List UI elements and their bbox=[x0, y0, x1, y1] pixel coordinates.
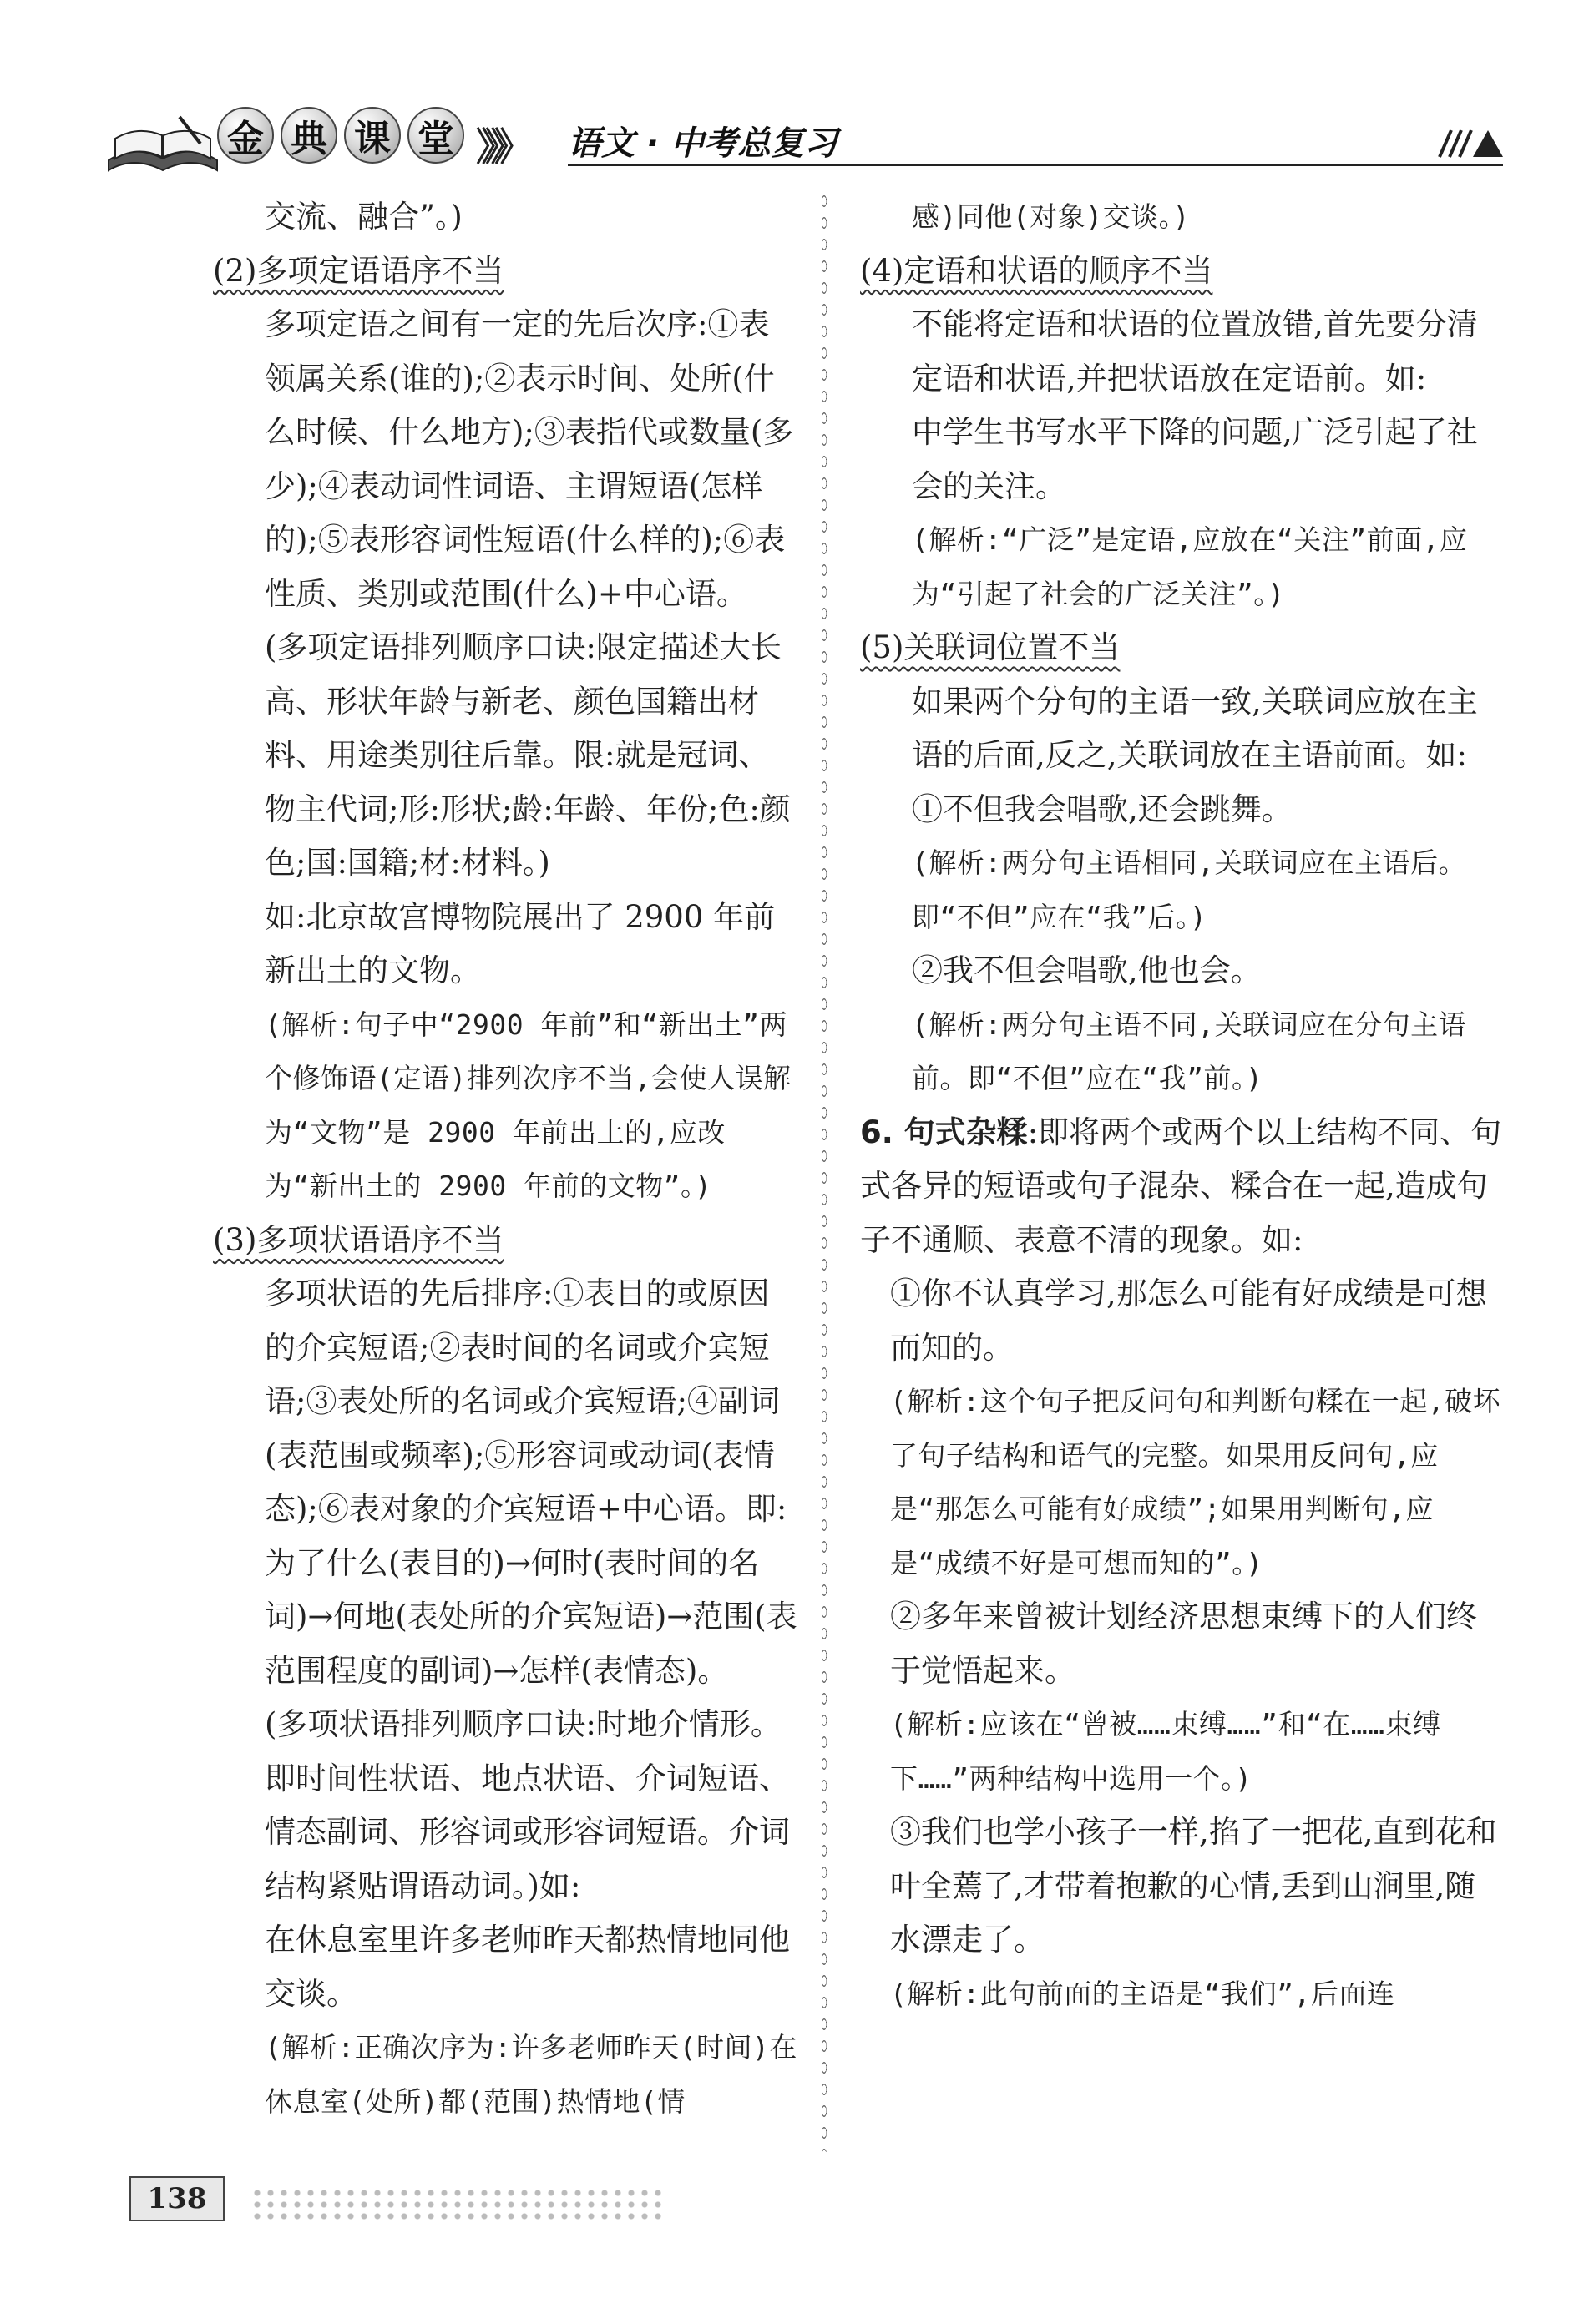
paragraph: 如:北京故宫博物院展出了 2900 年前新出土的文物。 bbox=[265, 898, 776, 988]
analysis-note: (解析:句子中“2900 年前”和“新出土”两个修饰语(定语)排列次序不当,会使人误解为“文物”是 2900 年前出土的,应改为“新出土的 2900 年前的文物”。) bbox=[265, 1008, 792, 1202]
paragraph: 中学生书写水平下降的问题,广泛引起了社会的关注。 bbox=[912, 414, 1478, 504]
right-column bbox=[860, 190, 1503, 2021]
title-char: 堂 bbox=[407, 107, 464, 164]
footer-dots bbox=[250, 2187, 668, 2220]
open-book-icon bbox=[100, 110, 225, 177]
paragraph: 不能将定语和状语的位置放错,首先要分清定语和状语,并把状语放在定语前。如: bbox=[912, 306, 1478, 397]
paragraph: 交流、融合”。) bbox=[265, 199, 463, 235]
subject-title: 语文 · 中考总复习 bbox=[568, 124, 838, 163]
left-column bbox=[213, 190, 797, 2129]
paragraph: ①你不认真学习,那怎么可能有好成绩是可想而知的。 bbox=[890, 1276, 1487, 1366]
analysis-note: 感)同他(对象)交谈。) bbox=[912, 200, 1190, 233]
series-title bbox=[217, 107, 464, 164]
paragraph: ②多年来曾被计划经济思想束缚下的人们终于觉悟起来。 bbox=[890, 1599, 1477, 1689]
section-heading-label: 6. 句式杂糅 bbox=[860, 1114, 1028, 1150]
heading-text: (5)关联词位置不当 bbox=[860, 629, 1121, 665]
subsection-heading bbox=[213, 1214, 797, 1268]
heading-text: (3)多项状语语序不当 bbox=[213, 1221, 504, 1258]
analysis-note: (解析:正确次序为:许多老师昨天(时间)在休息室(处所)都(范围)热情地(情 bbox=[265, 2031, 797, 2118]
page-number: 138 bbox=[129, 2176, 225, 2221]
title-char: 金 bbox=[217, 107, 274, 164]
section-heading: 6. 句式杂糅:即将两个或两个以上结构不同、句式各异的短语或句子混杂、糅合在一起,造成句子不通顺、表意不清的现象。如: bbox=[860, 1114, 1502, 1258]
paragraph: (多项状语排列顺序口诀:时地介情形。即时间性状语、地点状语、介词短语、情态副词、形容词或形容词短语。介词结构紧贴谓语动词。)如: bbox=[265, 1706, 790, 1904]
paragraph: ②我不但会唱歌,他也会。 bbox=[912, 952, 1262, 988]
subsection-heading bbox=[213, 245, 797, 299]
header-rule bbox=[568, 164, 1503, 166]
subsection-heading bbox=[860, 621, 1503, 675]
chevron-icon: 》》》 bbox=[476, 124, 523, 169]
analysis-note: (解析:此句前面的主语是“我们”,后面连 bbox=[890, 1977, 1395, 2010]
page-header bbox=[100, 92, 1503, 184]
paragraph: ③我们也学小孩子一样,掐了一把花,直到花和叶全蔫了,才带着抱歉的心情,丢到山涧里,随水漂走了。 bbox=[890, 1814, 1497, 1958]
slash-triangle-icon bbox=[1436, 125, 1503, 159]
paragraph: ①不但我会唱歌,还会跳舞。 bbox=[912, 791, 1293, 827]
column-divider bbox=[816, 190, 832, 2152]
paragraph: 如果两个分句的主语一致,关联词应放在主语的后面,反之,关联词放在主语前面。如: bbox=[912, 683, 1478, 773]
paragraph: 在休息室里许多老师昨天都热情地同他交谈。 bbox=[265, 1922, 790, 2012]
paragraph: 多项定语之间有一定的先后次序:①表领属关系(谁的);②表示时间、处所(什么时候、什么地方);③表指代或数量(多少);④表动词性词语、主谓短语(怎样的);⑤表形容词性短语(什么样的);⑥表性质、类别或范围(什么)+中心语。 bbox=[265, 306, 794, 612]
paragraph: (多项定语排列顺序口诀:限定描述大长高、形状年龄与新老、颜色国籍出材料、用途类别往后靠。限:就是冠词、物主代词;形:形状;龄:年龄、年份;色:颜色;国:国籍;材:材料。) bbox=[265, 629, 791, 881]
heading-text: (2)多项定语语序不当 bbox=[213, 252, 504, 289]
analysis-note: (解析:应该在“曾被……束缚……”和“在……束缚下……”两种结构中选用一个。) bbox=[890, 1708, 1441, 1795]
analysis-note: (解析:这个句子把反问句和判断句糅在一起,破坏了句子结构和语气的完整。如果用反问句,应是“那怎么可能有好成绩”;如果用判断句,应是“成绩不好是可想而知的”。) bbox=[890, 1385, 1501, 1579]
heading-text: (4)定语和状语的顺序不当 bbox=[860, 252, 1213, 289]
analysis-note: (解析:“广泛”是定语,应放在“关注”前面,应为“引起了社会的广泛关注”。) bbox=[912, 523, 1468, 610]
paragraph: 多项状语的先后排序:①表目的或原因的介宾短语;②表时间的名词或介宾短语;③表处所的名词或介宾短语;④副词(表范围或频率);⑤形容词或动词(表情态);⑥表对象的介宾短语+中心语。即:为了什么(表目的)→何时(表时间的名词)→何地(表处所的介宾短语)→范围(表范围程度的副词)→怎样(表情态)。 bbox=[265, 1276, 797, 1689]
analysis-note: (解析:两分句主语相同,关联词应在主语后。即“不但”应在“我”后。) bbox=[912, 846, 1467, 933]
title-char: 课 bbox=[344, 107, 401, 164]
title-char: 典 bbox=[281, 107, 337, 164]
subsection-heading bbox=[860, 245, 1503, 299]
analysis-note: (解析:两分句主语不同,关联词应在分句主语前。即“不但”应在“我”前。) bbox=[912, 1008, 1467, 1094]
